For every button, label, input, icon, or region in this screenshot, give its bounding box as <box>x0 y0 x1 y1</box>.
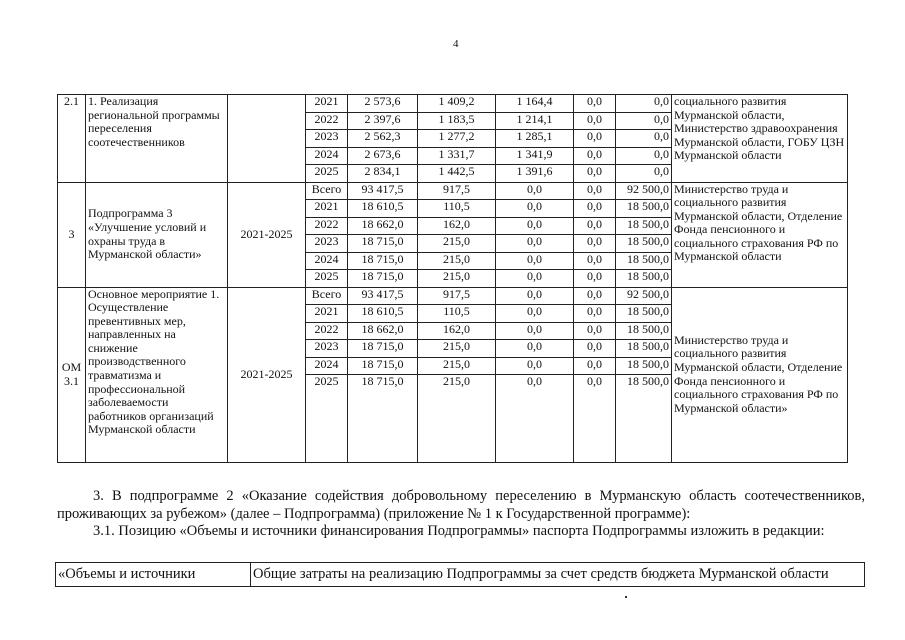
row-number-cell: 2.1 <box>58 95 86 183</box>
year-cell: Всего <box>306 287 348 305</box>
passport-table <box>55 562 865 587</box>
total-cell: 18 715,0 <box>348 340 418 358</box>
extra-budget-cell: 0,0 <box>616 165 672 183</box>
local-cell: 0,0 <box>574 340 616 358</box>
total-cell: 18 715,0 <box>348 252 418 270</box>
total-cell: 93 417,5 <box>348 182 418 200</box>
federal-cell: 215,0 <box>418 235 496 253</box>
year-cell: 2023 <box>306 130 348 148</box>
local-cell: 0,0 <box>574 217 616 235</box>
local-cell: 0,0 <box>574 375 616 463</box>
year-cell: 2024 <box>306 147 348 165</box>
total-cell: 18 715,0 <box>348 357 418 375</box>
local-cell: 0,0 <box>574 252 616 270</box>
extra-budget-cell: 18 500,0 <box>616 217 672 235</box>
federal-cell: 162,0 <box>418 322 496 340</box>
local-cell: 0,0 <box>574 322 616 340</box>
extra-budget-cell: 0,0 <box>616 95 672 113</box>
extra-budget-cell: 18 500,0 <box>616 357 672 375</box>
total-cell: 2 573,6 <box>348 95 418 113</box>
local-cell: 0,0 <box>574 182 616 200</box>
local-cell: 0,0 <box>574 235 616 253</box>
stray-mark <box>625 596 627 598</box>
federal-cell: 1 442,5 <box>418 165 496 183</box>
extra-budget-cell: 0,0 <box>616 130 672 148</box>
table-row <box>58 95 848 113</box>
total-cell: 18 610,5 <box>348 200 418 218</box>
regional-cell: 0,0 <box>496 287 574 305</box>
period-cell: 2021-2025 <box>228 287 306 462</box>
total-cell: 2 397,6 <box>348 112 418 130</box>
regional-cell: 0,0 <box>496 270 574 288</box>
year-cell: 2021 <box>306 200 348 218</box>
regional-cell: 1 164,4 <box>496 95 574 113</box>
federal-cell: 215,0 <box>418 252 496 270</box>
year-cell: 2021 <box>306 95 348 113</box>
measure-name-cell: Подпрограмма 3 «Улучшение условий и охраны труда в Мурманской области» <box>86 182 228 287</box>
executor-cell: Министерство труда и социального развития Мурманской области, Отделение Фонда пенсионного и социального страхования РФ по Мурманской области <box>672 182 848 287</box>
extra-budget-cell: 18 500,0 <box>616 270 672 288</box>
year-cell: 2021 <box>306 305 348 323</box>
extra-budget-cell: 18 500,0 <box>616 305 672 323</box>
year-cell: 2024 <box>306 357 348 375</box>
executor-cell: Министерство труда и социального развития Мурманской области, Отделение Фонда пенсионного и социального страхования РФ по Мурманской области» <box>672 287 848 462</box>
federal-cell: 110,5 <box>418 200 496 218</box>
extra-budget-cell: 18 500,0 <box>616 340 672 358</box>
regional-cell: 0,0 <box>496 252 574 270</box>
regional-cell: 0,0 <box>496 340 574 358</box>
regional-cell: 0,0 <box>496 182 574 200</box>
total-cell: 93 417,5 <box>348 287 418 305</box>
local-cell: 0,0 <box>574 147 616 165</box>
extra-budget-cell: 0,0 <box>616 147 672 165</box>
regional-cell: 1 214,1 <box>496 112 574 130</box>
year-cell: Всего <box>306 182 348 200</box>
total-cell: 2 834,1 <box>348 165 418 183</box>
year-cell: 2023 <box>306 340 348 358</box>
page-number: 4 <box>453 38 459 50</box>
year-cell: 2025 <box>306 165 348 183</box>
period-cell: 2021-2025 <box>228 182 306 287</box>
total-cell: 2 562,3 <box>348 130 418 148</box>
federal-cell: 110,5 <box>418 305 496 323</box>
extra-budget-cell: 18 500,0 <box>616 252 672 270</box>
year-cell: 2024 <box>306 252 348 270</box>
local-cell: 0,0 <box>574 357 616 375</box>
table-row <box>58 182 848 200</box>
federal-cell: 162,0 <box>418 217 496 235</box>
total-cell: 18 715,0 <box>348 270 418 288</box>
regional-cell: 0,0 <box>496 357 574 375</box>
extra-budget-cell: 18 500,0 <box>616 235 672 253</box>
regional-cell: 0,0 <box>496 375 574 463</box>
total-cell: 18 662,0 <box>348 217 418 235</box>
federal-cell: 215,0 <box>418 270 496 288</box>
federal-cell: 215,0 <box>418 375 496 463</box>
federal-cell: 917,5 <box>418 182 496 200</box>
row-number-cell: 3 <box>58 182 86 287</box>
local-cell: 0,0 <box>574 130 616 148</box>
federal-cell: 917,5 <box>418 287 496 305</box>
regional-cell: 1 285,1 <box>496 130 574 148</box>
federal-cell: 1 277,2 <box>418 130 496 148</box>
year-cell: 2023 <box>306 235 348 253</box>
regional-cell: 0,0 <box>496 217 574 235</box>
federal-cell: 1 409,2 <box>418 95 496 113</box>
year-cell: 2022 <box>306 217 348 235</box>
local-cell: 0,0 <box>574 112 616 130</box>
row-number-cell: ОМ 3.1 <box>58 287 86 462</box>
local-cell: 0,0 <box>574 305 616 323</box>
federal-cell: 215,0 <box>418 340 496 358</box>
year-cell: 2022 <box>306 322 348 340</box>
financing-table <box>57 94 848 463</box>
paragraph-subprogram-2: 3. В подпрограмме 2 «Оказание содействия добровольному переселению в Мурманскую область соотечественников, проживающих за рубежом» (далее – Подпрограмма) (приложение № 1 к Государственной программе): <box>57 488 865 522</box>
passport-left-cell: «Объемы и источники <box>56 563 251 587</box>
measure-name-cell: Основное мероприятие 1. Осуществление превентивных мер, направленных на снижение производственного травматизма и профессиональной заболеваемости работников организаций Мурманской области <box>86 287 228 462</box>
total-cell: 18 715,0 <box>348 235 418 253</box>
extra-budget-cell: 0,0 <box>616 112 672 130</box>
regional-cell: 1 391,6 <box>496 165 574 183</box>
local-cell: 0,0 <box>574 95 616 113</box>
extra-budget-cell: 18 500,0 <box>616 322 672 340</box>
extra-budget-cell: 18 500,0 <box>616 200 672 218</box>
table-row <box>58 287 848 305</box>
regional-cell: 0,0 <box>496 322 574 340</box>
period-cell <box>228 95 306 183</box>
local-cell: 0,0 <box>574 287 616 305</box>
federal-cell: 1 331,7 <box>418 147 496 165</box>
regional-cell: 1 341,9 <box>496 147 574 165</box>
local-cell: 0,0 <box>574 200 616 218</box>
federal-cell: 1 183,5 <box>418 112 496 130</box>
total-cell: 18 662,0 <box>348 322 418 340</box>
executor-cell: социального развития Мурманской области, Министерство здравоохранения Мурманской области, ГОБУ ЦЗН Мурманской области <box>672 95 848 183</box>
local-cell: 0,0 <box>574 270 616 288</box>
total-cell: 2 673,6 <box>348 147 418 165</box>
measure-name-cell: 1. Реализация региональной программы переселения соотечественников <box>86 95 228 183</box>
extra-budget-cell: 18 500,0 <box>616 375 672 463</box>
year-cell: 2022 <box>306 112 348 130</box>
paragraph-3-1: 3.1. Позицию «Объемы и источники финансирования Подпрограммы» паспорта Подпрограммы изложить в редакции: <box>93 523 825 540</box>
total-cell: 18 715,0 <box>348 375 418 463</box>
body-text <box>57 488 865 541</box>
year-cell: 2025 <box>306 270 348 288</box>
passport-right-cell: Общие затраты на реализацию Подпрограммы за счет средств бюджета Мурманской области <box>251 563 865 587</box>
regional-cell: 0,0 <box>496 305 574 323</box>
regional-cell: 0,0 <box>496 200 574 218</box>
extra-budget-cell: 92 500,0 <box>616 287 672 305</box>
year-cell: 2025 <box>306 375 348 463</box>
total-cell: 18 610,5 <box>348 305 418 323</box>
local-cell: 0,0 <box>574 165 616 183</box>
regional-cell: 0,0 <box>496 235 574 253</box>
federal-cell: 215,0 <box>418 357 496 375</box>
extra-budget-cell: 92 500,0 <box>616 182 672 200</box>
